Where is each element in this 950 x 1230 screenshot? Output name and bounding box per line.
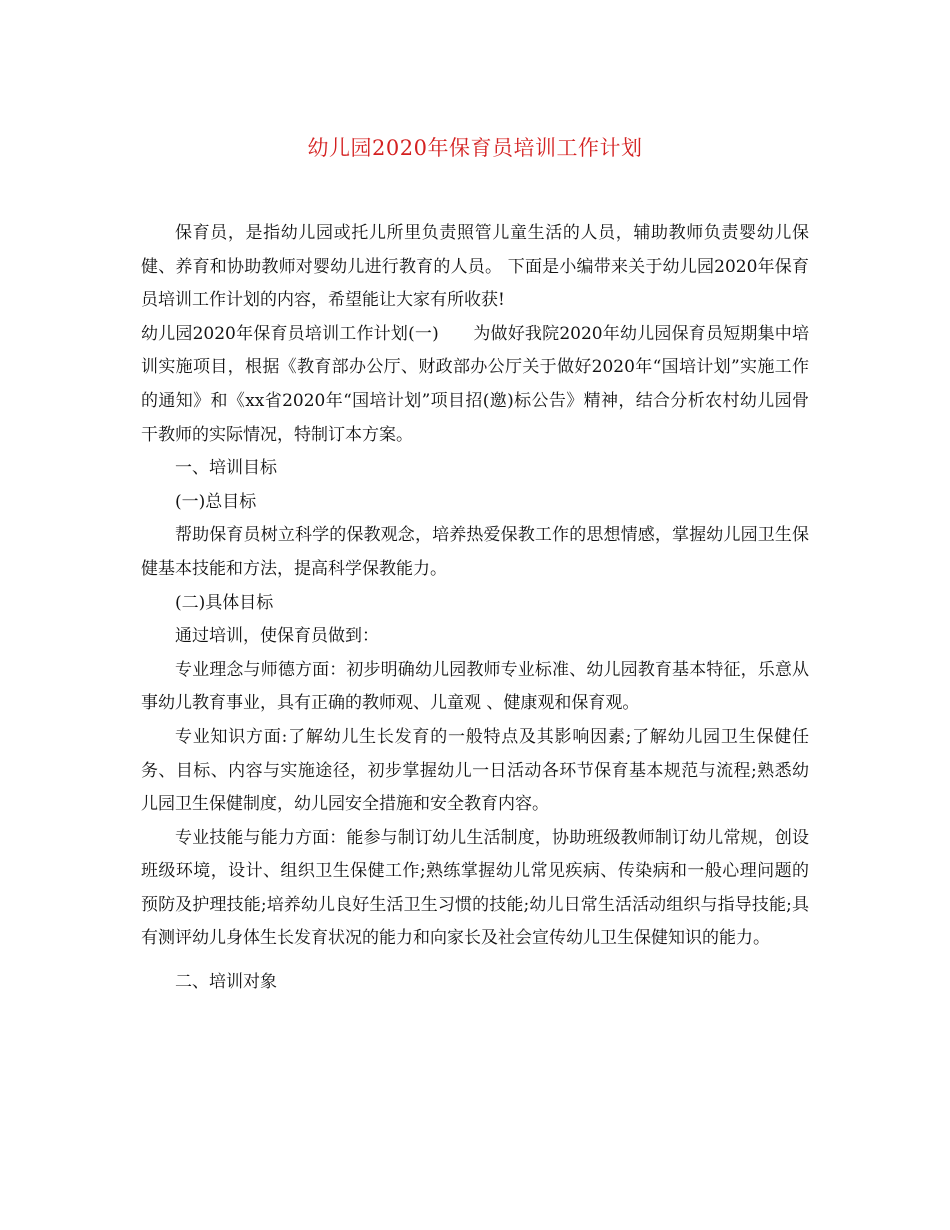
paragraph-intro: 保育员，是指幼儿园或托儿所里负责照管儿童生活的人员，辅助教师负责婴幼儿保健、养育和协助教师对婴幼儿进行教育的人员。 下面是小编带来关于幼儿园2020年保育员培训工作计划的内容，希望能让大家有所收获!	[141, 223, 809, 311]
paragraph-professional-philosophy: 专业理念与师德方面：初步明确幼儿园教师专业标准、幼儿园教育基本特征，乐意从事幼儿教育事业，具有正确的教师观、儿童观 、健康观和保育观。	[141, 659, 809, 714]
heading-specific-goals: (二)具体目标	[175, 592, 274, 613]
document-title: 幼儿园2020年保育员培训工作计划	[307, 136, 643, 160]
paragraph-overall-goal: 帮助保育员树立科学的保教观念，培养热爱保教工作的思想情感，掌握幼儿园卫生保健基本技能和方法，提高科学保教能力。	[141, 525, 809, 579]
paragraph-plan-one: 幼儿园2020年保育员培训工作计划(一) 为做好我院2020年幼儿园保育员短期集中培训实施项目，根据《教育部办公厅、财政部办公厅关于做好2020年“国培计划”实施工作的通知》和《xx省2020年“国培计划”项目招(邀)标公告》精神，结合分析农村幼儿园骨干教师的实际情况，特制订本方案。	[141, 323, 809, 445]
heading-training-target: 二、培训对象	[175, 972, 277, 993]
heading-overall-goal: (一)总目标	[175, 491, 257, 512]
document-body	[141, 217, 809, 1000]
paragraph-through-training: 通过培训，使保育员做到：	[175, 626, 379, 647]
heading-training-goals: 一、培训目标	[175, 458, 277, 479]
paragraph-professional-knowledge: 专业知识方面:了解幼儿生长发育的一般特点及其影响因素;了解幼儿园卫生保健任务、目标、内容与实施途径，初步掌握幼儿一日活动各环节保育基本规范与流程;熟悉幼儿园卫生保健制度，幼儿园安全措施和安全教育内容。	[141, 726, 809, 815]
paragraph-professional-skills: 专业技能与能力方面：能参与制订幼儿生活制度，协助班级教师制订幼儿常规，创设班级环境，设计、组织卫生保健工作;熟练掌握幼儿常见疾病、传染病和一般心理问题的预防及护理技能;培养幼儿良好生活卫生习惯的技能;幼儿日常生活活动组织与指导技能;具有测评幼儿身体生长发育状况的能力和向家长及社会宣传幼儿卫生保健知识的能力。	[141, 827, 809, 949]
